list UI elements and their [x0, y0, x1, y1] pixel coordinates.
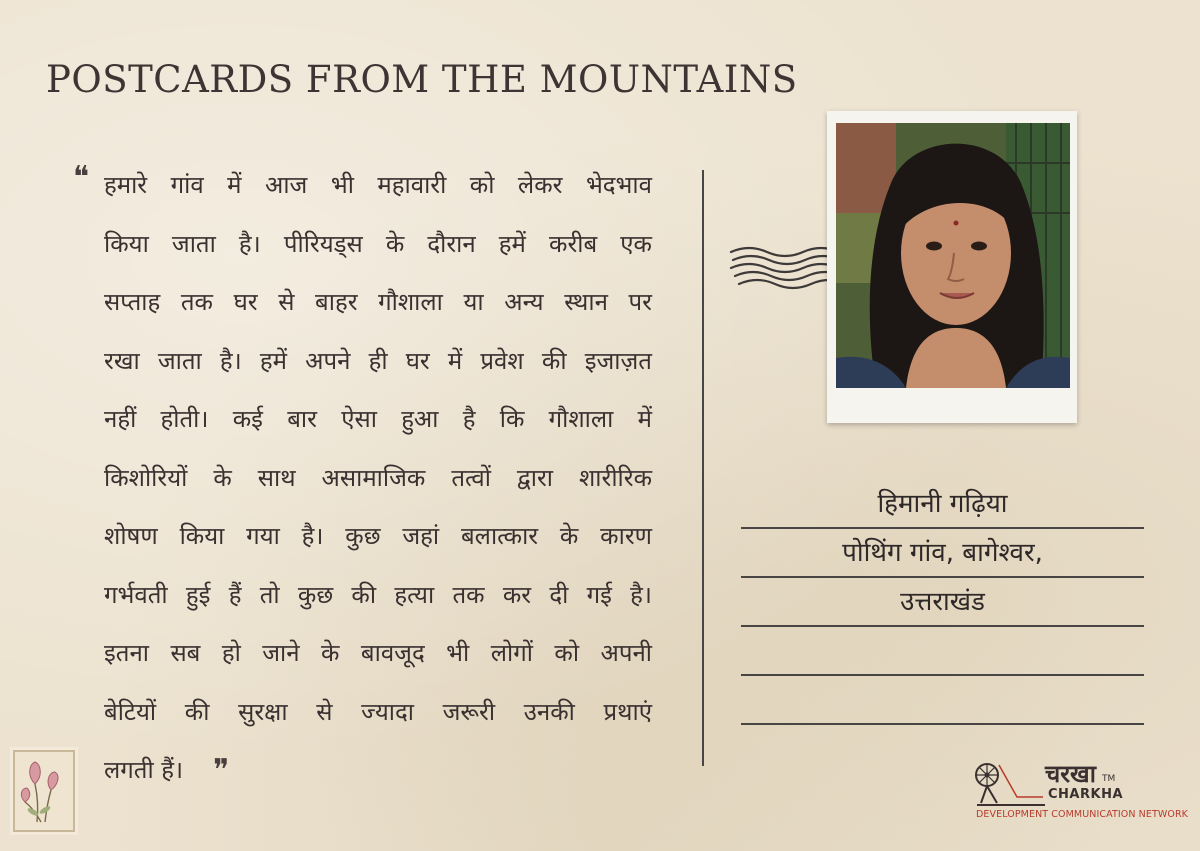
- quote-line: बेटियों की सुरक्षा से ज्यादा जरूरी उनकी प्रथाएं: [104, 697, 652, 726]
- quote-line: रखा जाता है। हमें अपने ही घर में प्रवेश की इजाज़त: [104, 346, 652, 375]
- portrait-photo: [836, 123, 1070, 388]
- quote-line: नहीं होती। कई बार ऐसा हुआ है कि गौशाला में: [104, 405, 652, 433]
- address-line-name: हिमानी गढ़िया: [741, 480, 1144, 529]
- photo-frame: [827, 111, 1077, 423]
- spinning-wheel-icon: [975, 759, 1047, 809]
- address-line-blank: [741, 676, 1144, 725]
- page-title: POSTCARDS FROM THE MOUNTAINS: [46, 58, 798, 101]
- quote-line: इतना सब हो जाने के बावजूद भी लोगों को अपनी: [104, 639, 652, 667]
- open-quote-icon: ❝: [73, 160, 90, 195]
- logo-english: CHARKHA: [1048, 787, 1124, 802]
- quote-line: गर्भवती हुई हैं तो कुछ की हत्या तक कर दी गई है।: [104, 580, 652, 609]
- logo-trademark: TM: [1102, 774, 1116, 784]
- quote-line-text: लगती हैं।: [104, 756, 184, 784]
- address-line-village: पोथिंग गांव, बागेश्वर,: [741, 529, 1144, 578]
- quote-line-last: [104, 748, 652, 807]
- close-quote-icon: ❞: [213, 753, 230, 788]
- postcard-divider: [702, 170, 704, 766]
- charkha-logo: [975, 757, 1188, 829]
- logo-hindi: चरखा: [1045, 760, 1096, 788]
- quote-line: सप्ताह तक घर से बाहर गौशाला या अन्य स्थान पर: [104, 288, 652, 316]
- address-line-blank: [741, 627, 1144, 676]
- logo-tagline: DEVELOPMENT COMMUNICATION NETWORK: [976, 809, 1188, 820]
- quote-line: किशोरियों के साथ असामाजिक तत्वों द्वारा शारीरिक: [104, 463, 652, 492]
- quote-text: [104, 163, 652, 807]
- quote-line: शोषण किया गया है। कुछ जहां बलात्कार के कारण: [104, 522, 652, 550]
- address-block: [741, 480, 1144, 725]
- quote-line: किया जाता है। पीरियड्स के दौरान हमें करीब एक: [104, 229, 652, 258]
- quote-line: हमारे गांव में आज भी महावारी को लेकर भेदभाव: [104, 171, 652, 199]
- flower-stamp-icon: [13, 750, 75, 832]
- address-line-state: उत्तराखंड: [741, 578, 1144, 627]
